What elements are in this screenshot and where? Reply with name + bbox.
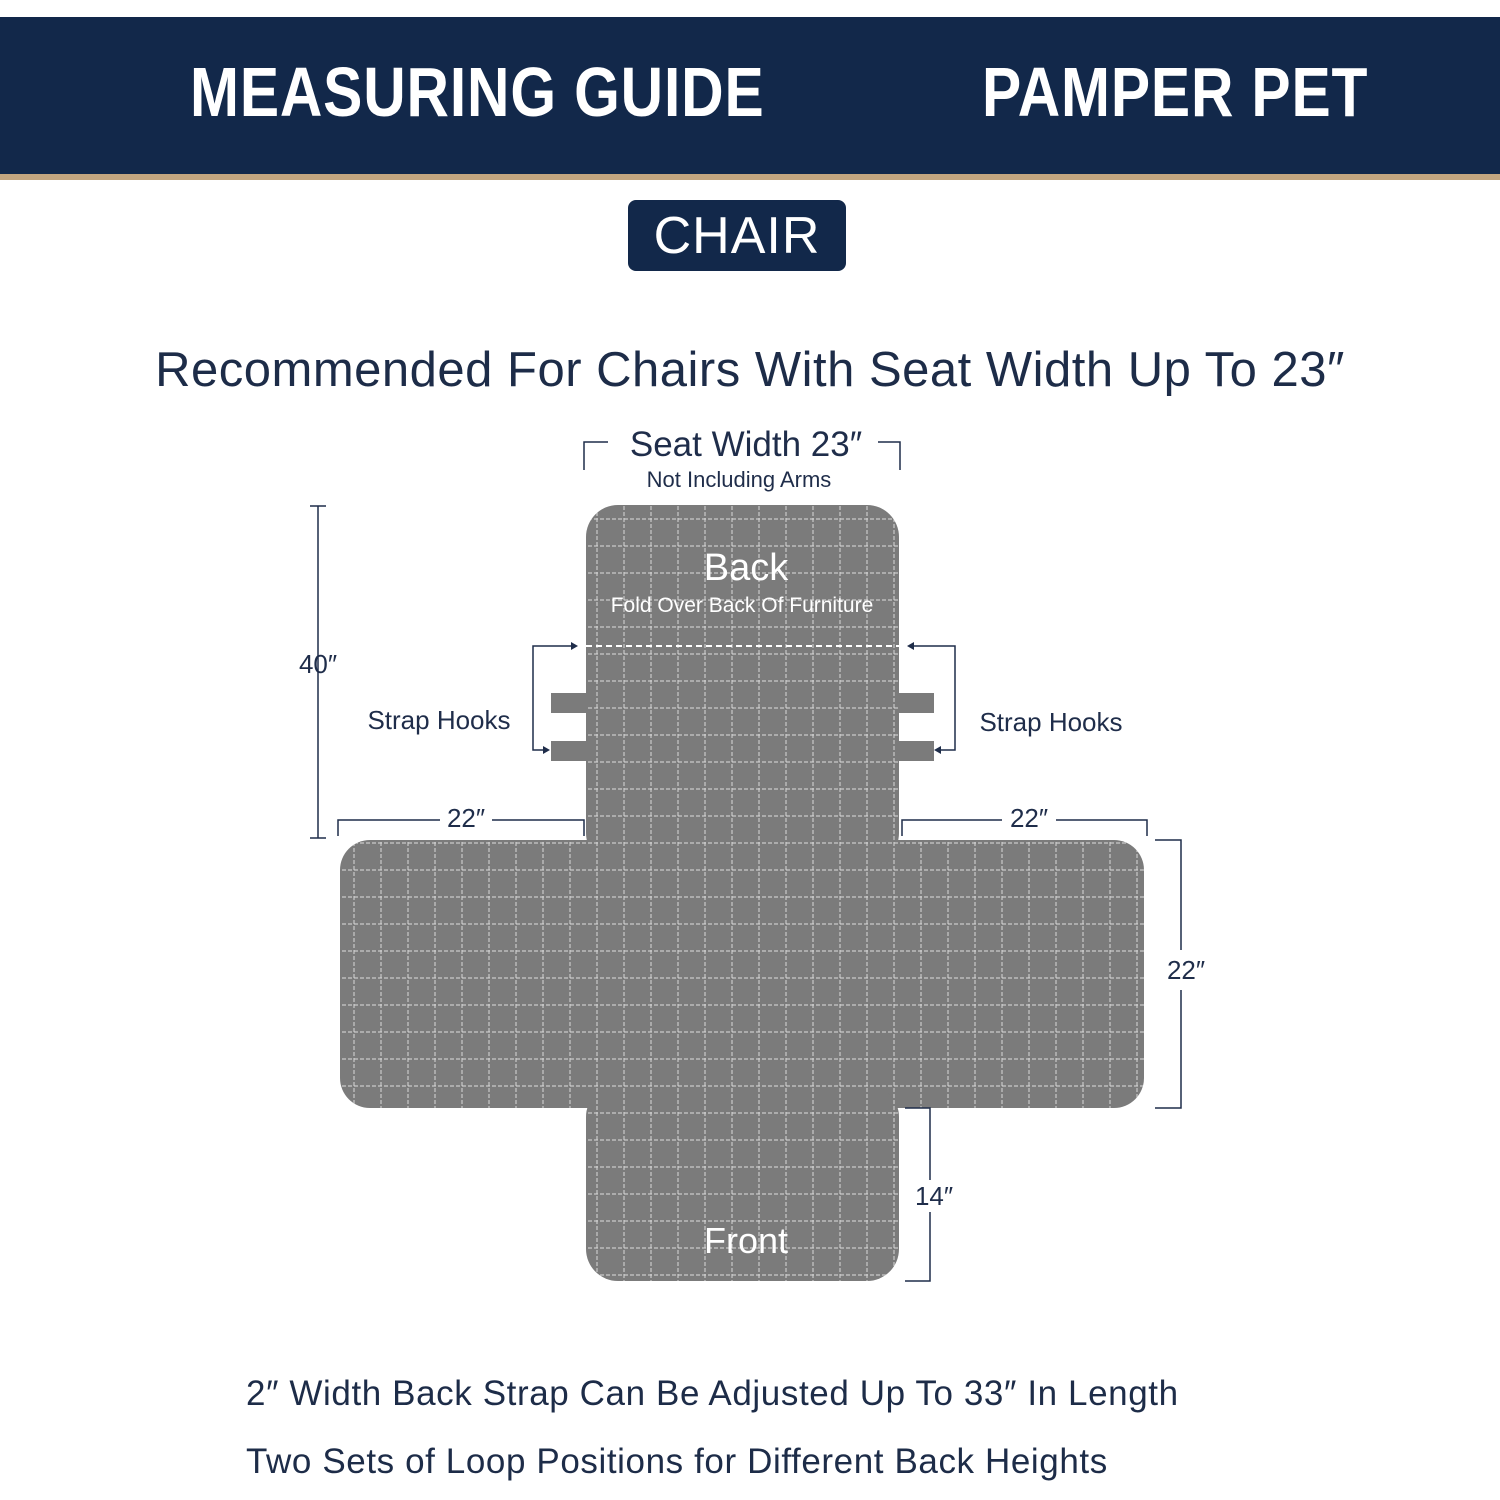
strap-note: 2″ Width Back Strap Can Be Adjusted Up To 33″ In Length [246,1374,1179,1413]
chair-cover-shape [340,505,1144,1281]
strap-hooks-left-label: Strap Hooks [367,705,511,735]
arrowhead-icon [571,642,578,650]
chair-badge: CHAIR [628,200,846,271]
back-sublabel: Fold Over Back Of Furniture [610,594,874,617]
arm-depth-label: 22″ [1166,955,1206,985]
strap-hook-right-lower [899,741,934,761]
height-label: 40″ [298,649,338,679]
left-arm-width-label: 22″ [446,803,486,833]
seat-width-sublabel: Not Including Arms [646,467,832,492]
strap-hooks-right-label: Strap Hooks [979,707,1123,737]
recommendation-subtitle: Recommended For Chairs With Seat Width Up To 23″ [155,343,1345,397]
arrowhead-icon [543,746,550,754]
measuring-guide-title: MEASURING GUIDE [190,53,765,131]
back-label: Back [703,547,789,589]
arrowhead-icon [934,746,941,754]
brand-name: PAMPER PET [982,53,1369,131]
right-arm-width-label: 22″ [1009,803,1049,833]
strap-hook-left-lower [551,741,586,761]
arrowhead-icon [907,642,914,650]
strap-hook-left-upper [551,693,586,713]
loop-positions-note: Two Sets of Loop Positions for Different Back Heights [246,1442,1108,1481]
front-label: Front [703,1220,789,1261]
front-drop-label: 14″ [914,1181,954,1211]
seat-width-label: Seat Width 23″ [629,425,863,464]
strap-hook-right-upper [899,693,934,713]
